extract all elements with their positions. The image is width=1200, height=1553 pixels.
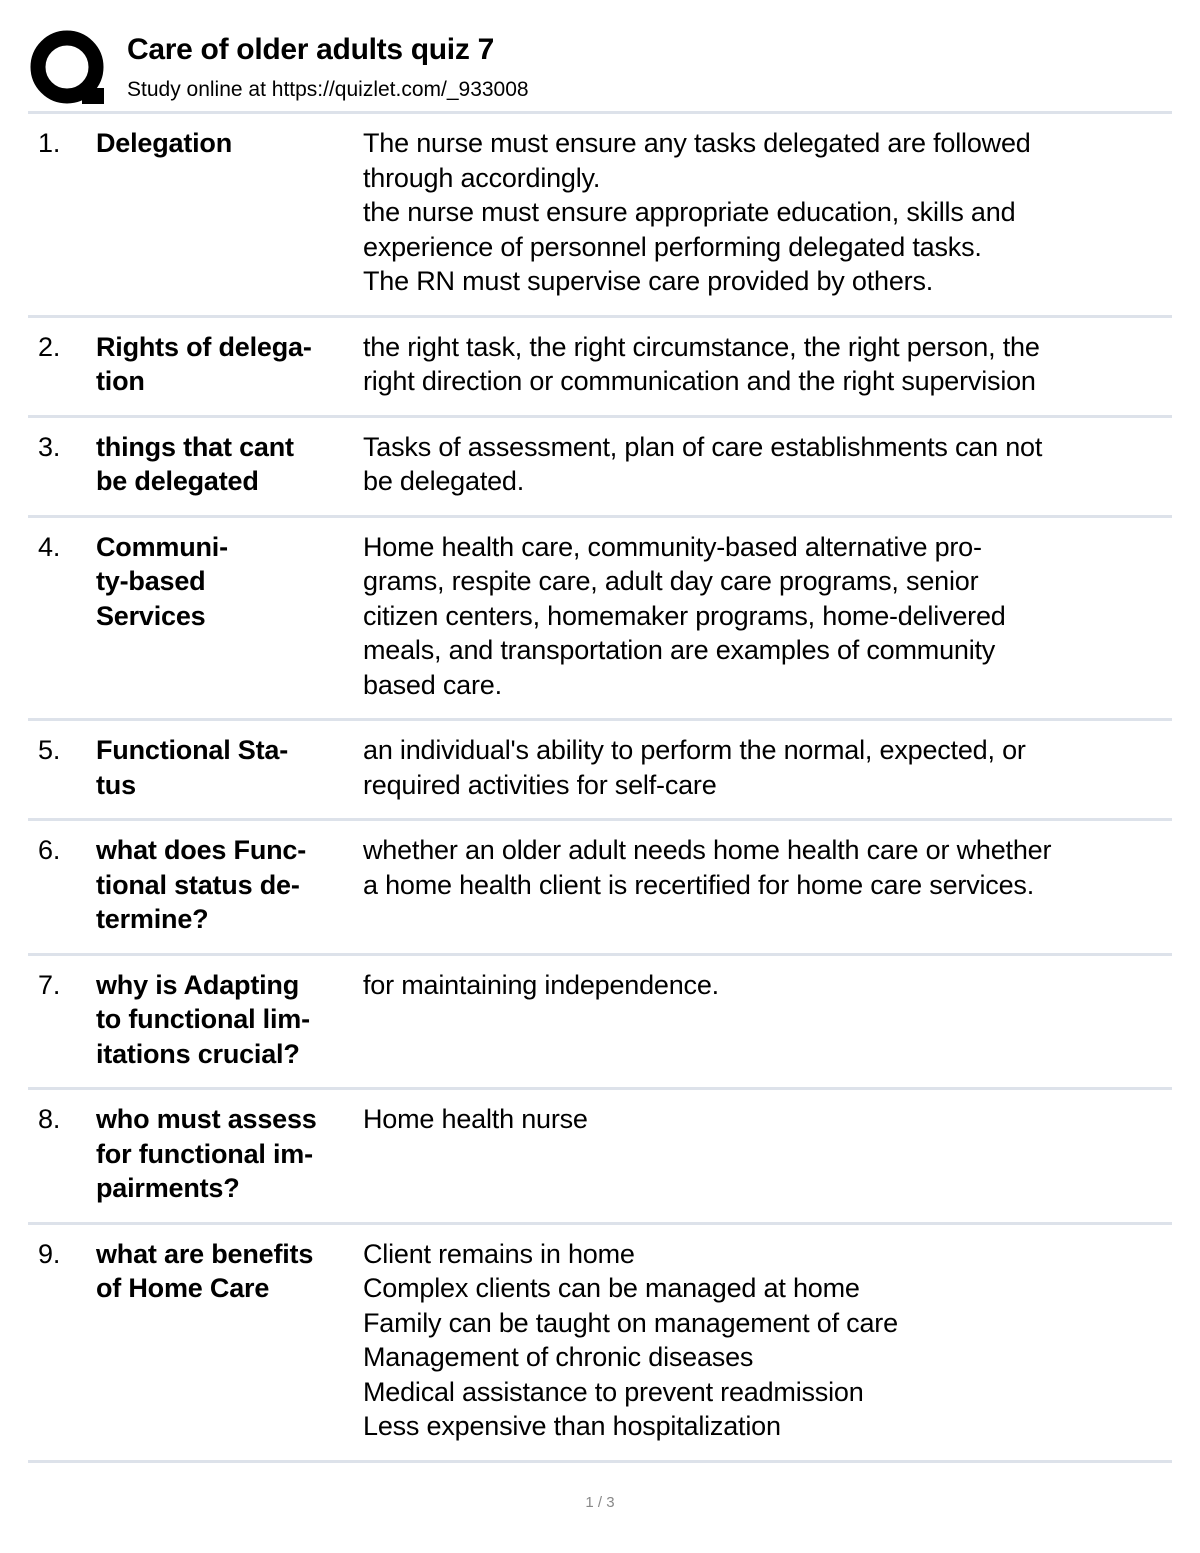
card-term: why is Adapting to functional lim- itations crucial? (96, 969, 310, 1069)
card-term: Delegation (96, 128, 233, 158)
card-definition: Client remains in home Complex clients can be managed at home Family can be taught on management of care Management of chronic diseases Medical assistance to prevent readmission Less expensive than hospitalization (363, 1238, 898, 1441)
flashcard-row (28, 1090, 1172, 1225)
card-definition: whether an older adult needs home health care or whether a home health client is recertified for home care services. (363, 835, 1052, 900)
card-number: 6. (38, 835, 61, 865)
page-number: 1 / 3 (585, 1494, 615, 1511)
card-number: 9. (38, 1238, 61, 1269)
card-definition: The nurse must ensure any tasks delegated are followed through accordingly. the nurse must ensure appropriate education, skills and experience of personnel performing delegated tasks. The RN must supervise care provided by others. (363, 128, 1031, 296)
card-number: 8. (38, 1104, 61, 1134)
card-term: things that cant be delegated (96, 431, 294, 496)
flashcard-row (28, 1225, 1172, 1463)
flashcard-row (28, 318, 1172, 418)
flashcard-row (28, 518, 1172, 722)
page-title: Care of older adults quiz 7 (127, 33, 494, 66)
flashcard-row (28, 721, 1172, 821)
flashcard-row (28, 114, 1172, 318)
flashcard-row (28, 418, 1172, 518)
card-term: what are benefits of Home Care (96, 1238, 314, 1303)
card-definition: an individual's ability to perform the normal, expected, or required activities for self-care (363, 735, 1026, 800)
card-number: 4. (38, 531, 61, 562)
card-term: what does Func- tional status de- termine? (96, 835, 307, 934)
card-number: 1. (38, 128, 61, 158)
card-definition: for maintaining independence. (363, 969, 719, 1000)
card-term: Rights of delega- tion (96, 331, 312, 396)
card-number: 3. (38, 431, 61, 462)
quizlet-logo-icon (30, 30, 106, 106)
card-term: Functional Sta- tus (96, 735, 288, 800)
card-number: 2. (38, 331, 61, 362)
card-number: 5. (38, 735, 61, 765)
card-definition: Home health care, community-based alternative pro- grams, respite care, adult day care programs, senior citizen centers, homemaker programs, home-delivered meals, and transportation are examples of community based care. (363, 531, 1006, 700)
card-definition: Tasks of assessment, plan of care establishments can not be delegated. (363, 431, 1043, 496)
card-definition: Home health nurse (363, 1104, 588, 1134)
card-term: Communi- ty-based Services (96, 531, 228, 631)
flashcard-row (28, 821, 1172, 956)
card-number: 7. (38, 969, 61, 1000)
card-term: who must assess for functional im- pairments? (96, 1104, 317, 1203)
flashcard-table (28, 111, 1172, 1463)
card-definition: the right task, the right circumstance, the right person, the right direction or communication and the right supervision (363, 331, 1040, 396)
study-link[interactable]: Study online at https://quizlet.com/_933008 (127, 78, 529, 101)
flashcard-row (28, 956, 1172, 1091)
